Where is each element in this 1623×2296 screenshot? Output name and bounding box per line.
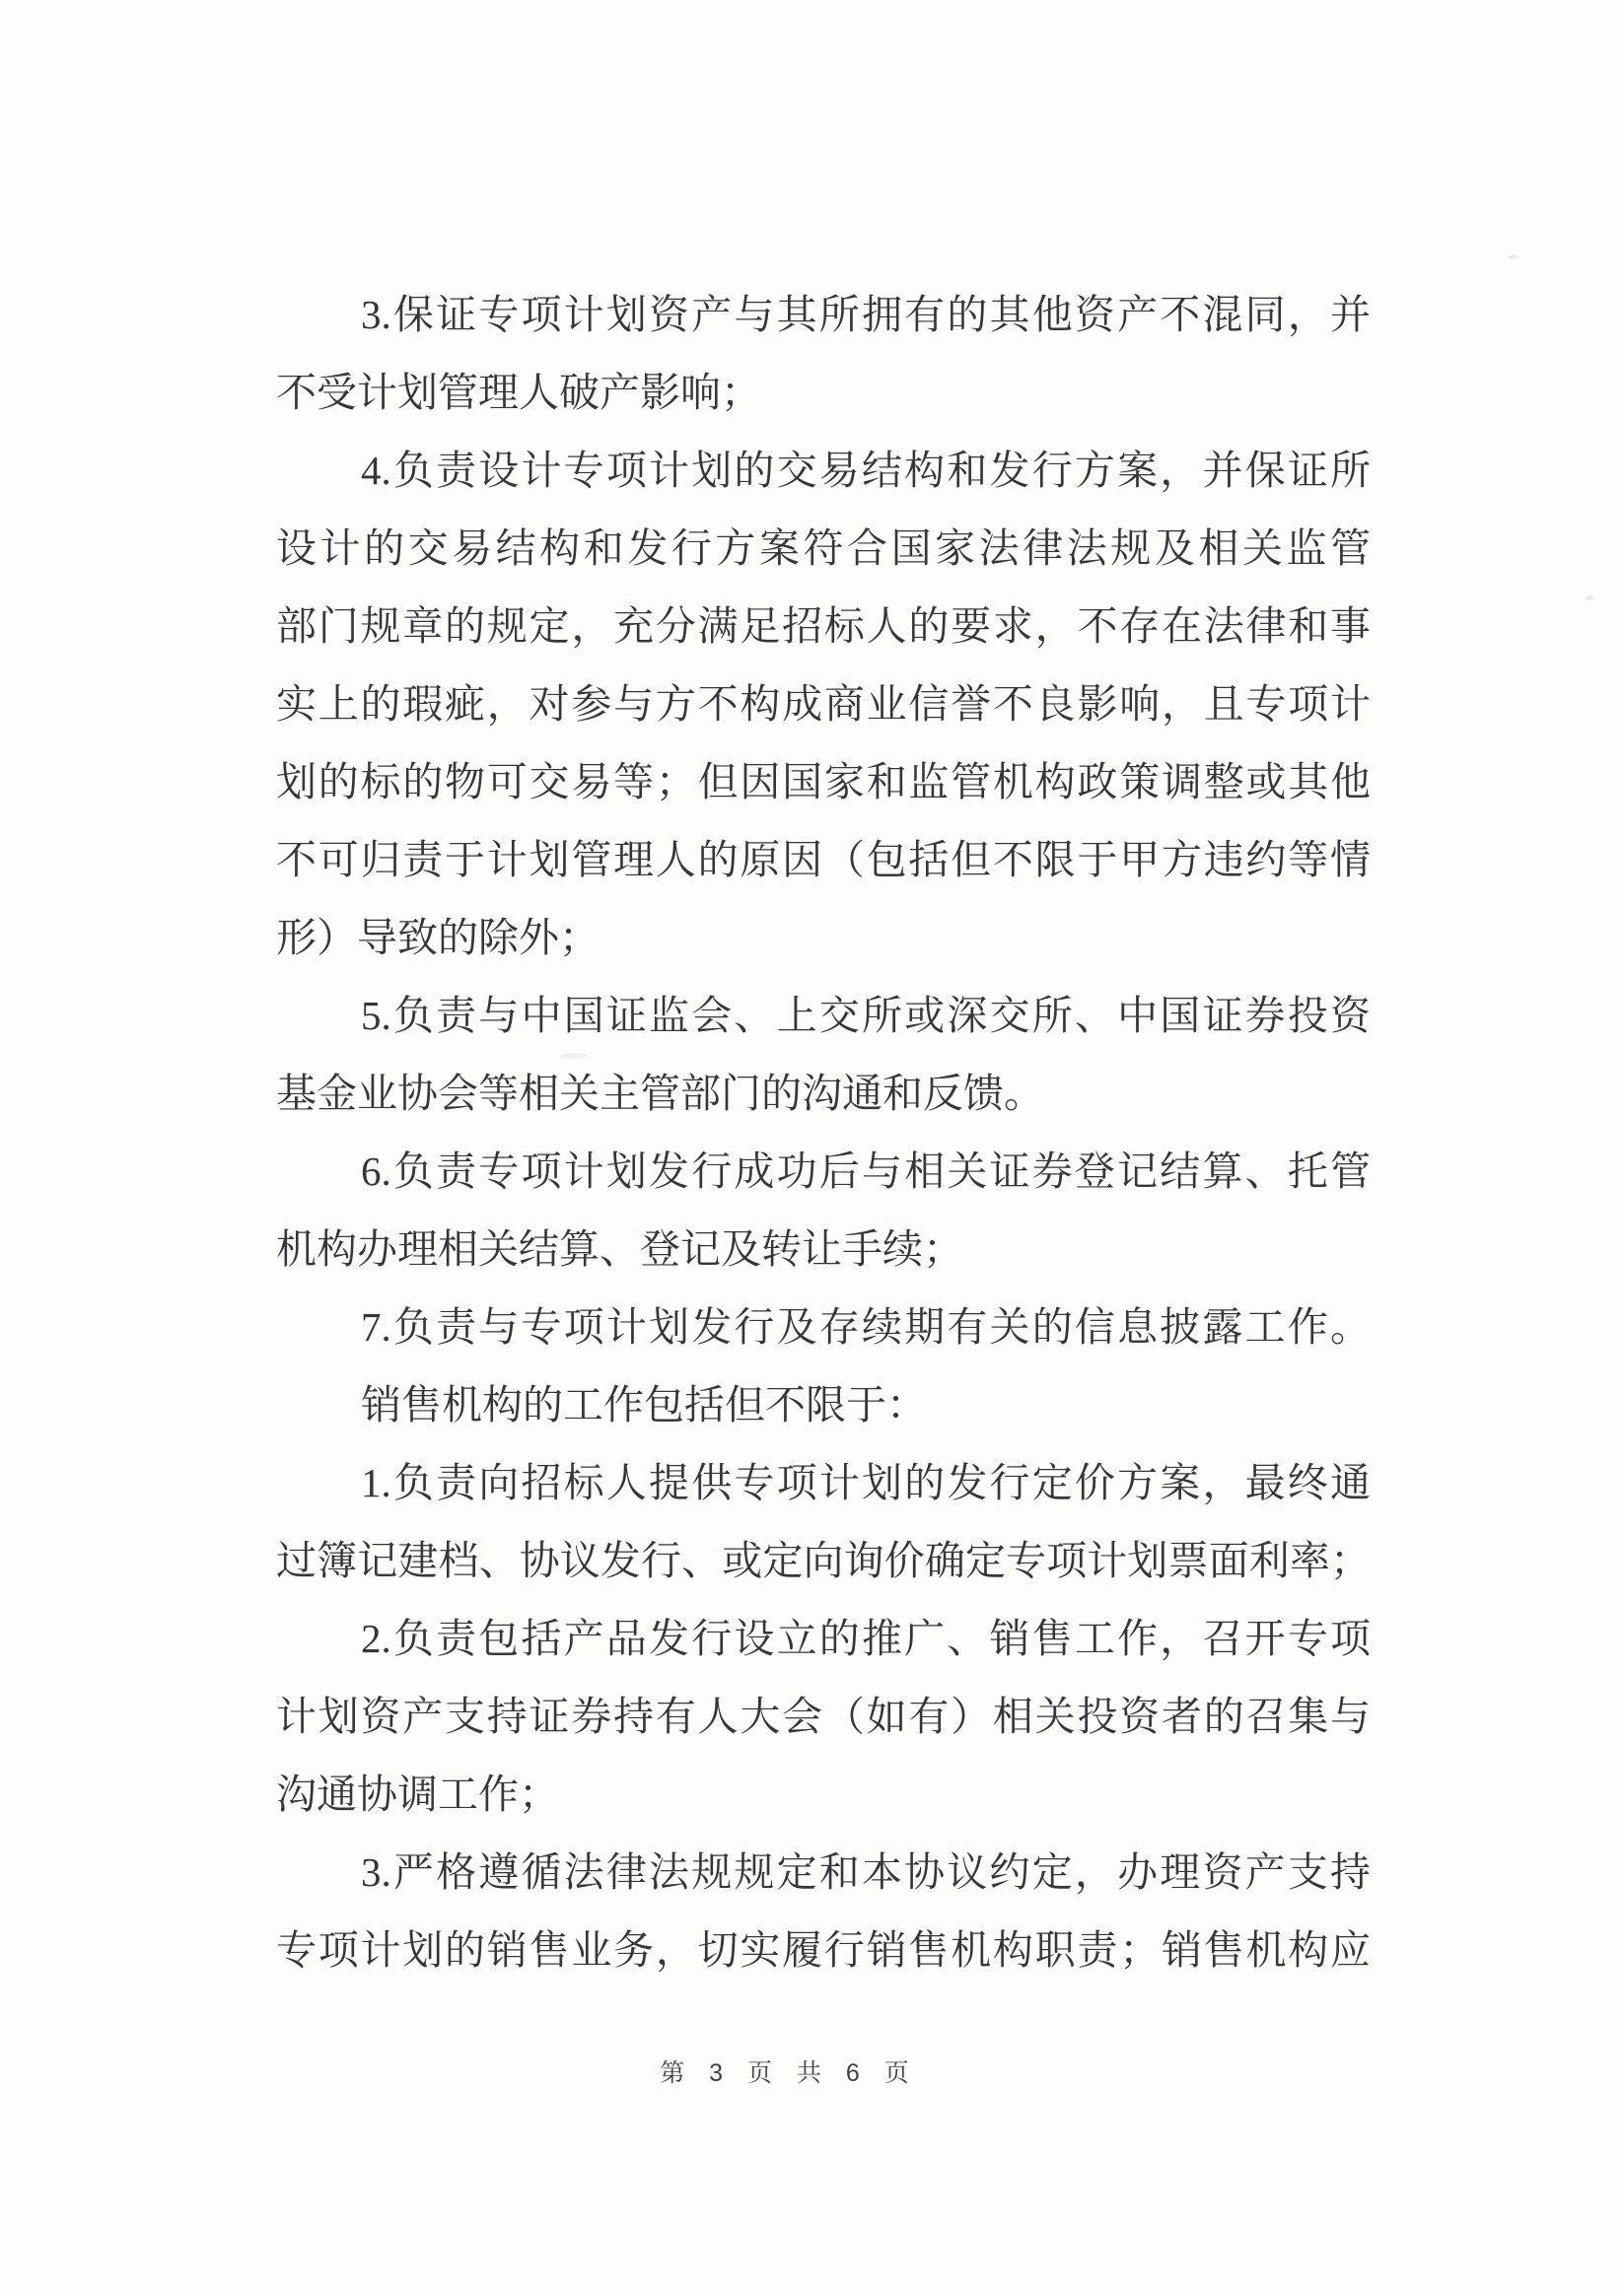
document-line: 机构办理相关结算、登记及转让手续； — [276, 1226, 963, 1272]
document-line: 实上的瑕疵，对参与方不构成商业信誉不良影响，且专项计 — [276, 681, 1371, 727]
document-line: 销售机构的工作包括但不限于： — [361, 1382, 927, 1427]
document-line: 设计的交易结构和发行方案符合国家法律法规及相关监管 — [276, 525, 1371, 571]
scan-artifact — [1586, 595, 1594, 600]
document-line: 4.负责设计专项计划的交易结构和发行方案，并保证所 — [361, 448, 1371, 493]
document-line: 形）导致的除外； — [276, 915, 600, 960]
document-line: 3.严格遵循法律法规规定和本协议约定，办理资产支持 — [361, 1849, 1371, 1895]
page-number: 第 3 页 共 6 页 — [660, 2059, 918, 2087]
scan-artifact — [1509, 254, 1518, 259]
document-body — [276, 276, 1371, 1989]
document-line: 专项计划的销售业务，切实履行销售机构职责；销售机构应 — [276, 1927, 1371, 1973]
document-line: 6.负责专项计划发行成功后与相关证券登记结算、托管 — [361, 1148, 1371, 1194]
scan-artifact — [562, 1053, 588, 1059]
document-line: 2.负责包括产品发行设立的推广、销售工作，召开专项 — [361, 1616, 1371, 1661]
document-line: 1.负责向招标人提供专项计划的发行定价方案，最终通 — [361, 1460, 1371, 1505]
document-line: 不可归责于计划管理人的原因（包括但不限于甲方违约等情 — [276, 837, 1371, 882]
document-line: 部门规章的规定，充分满足招标人的要求，不存在法律和事 — [276, 603, 1371, 649]
document-line: 划的标的物可交易等；但因国家和监管机构政策调整或其他 — [276, 759, 1371, 804]
document-line: 5.负责与中国证监会、上交所或深交所、中国证券投资 — [361, 993, 1371, 1038]
document-line: 过簿记建档、协议发行、或定向询价确定专项计划票面利率； — [276, 1538, 1371, 1583]
document-line: 不受计划管理人破产影响； — [276, 370, 761, 415]
page-footer — [0, 2053, 1623, 2089]
document-line: 基金业协会等相关主管部门的沟通和反馈。 — [276, 1071, 1044, 1116]
document-line: 7.负责与专项计划发行及存续期有关的信息披露工作。 — [361, 1304, 1371, 1350]
document-line: 3.保证专项计划资产与其所拥有的其他资产不混同，并 — [361, 292, 1371, 337]
document-line: 沟通协调工作； — [276, 1772, 559, 1817]
document-line: 计划资产支持证券持有人大会（如有）相关投资者的召集与 — [276, 1694, 1371, 1739]
